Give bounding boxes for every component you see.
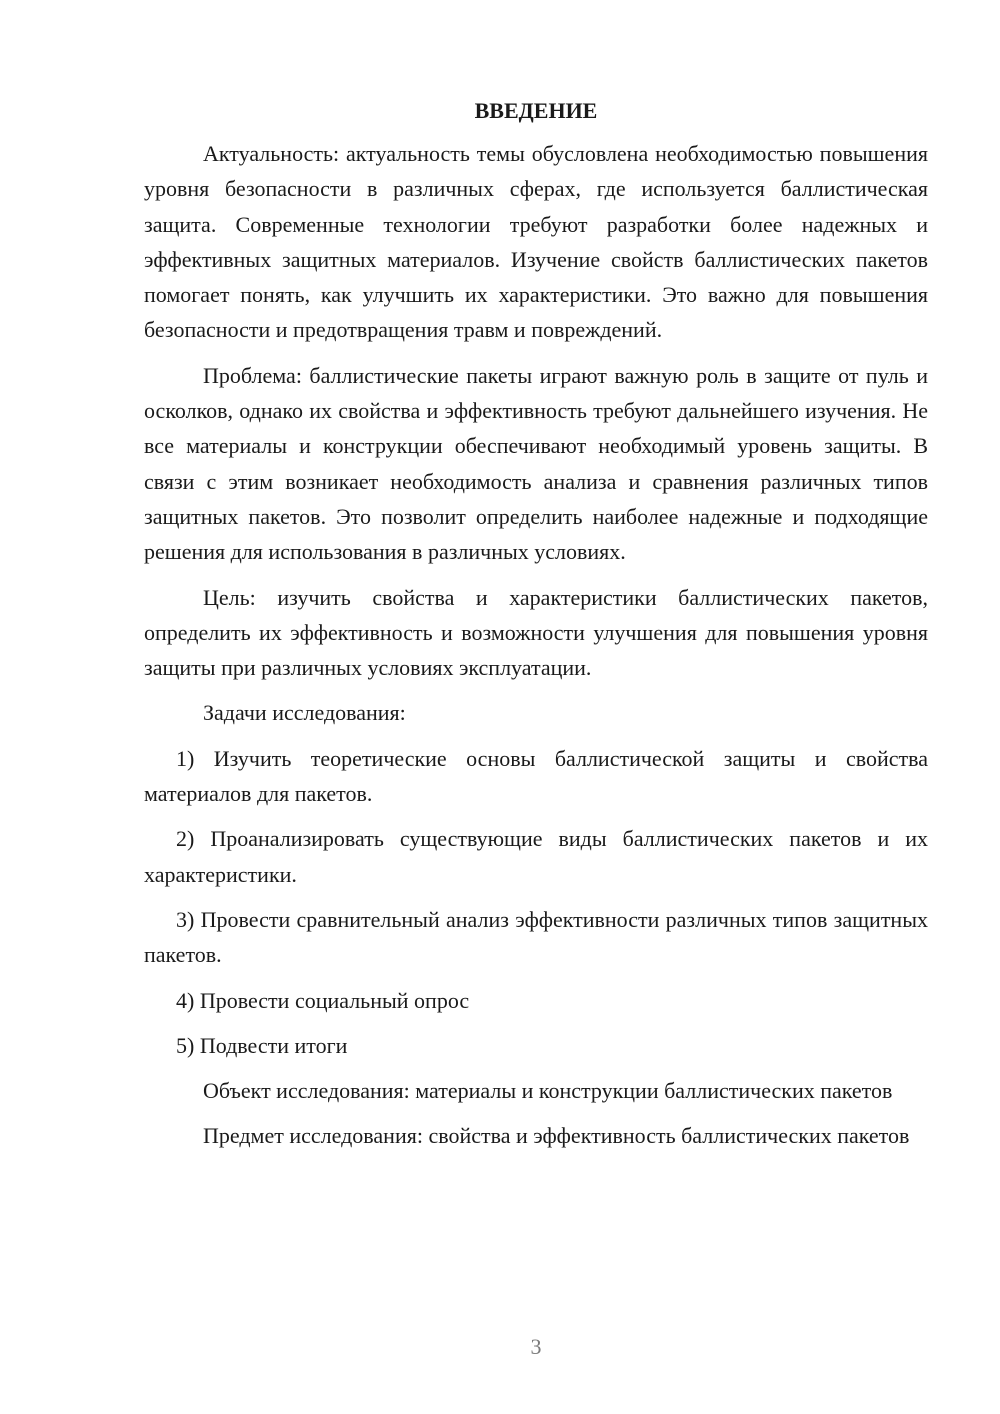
task-item-5: 5) Подвести итоги: [176, 1032, 348, 1058]
goal-paragraph: Цель: изучить свойства и характеристики баллистических пакетов, определить их эффективность и возможности улучшения для повышения уровня защиты при различных условиях эксплуатации.: [144, 584, 928, 681]
task-item-3: 3) Провести сравнительный анализ эффективности различных типов защитных пакетов.: [144, 906, 928, 968]
relevance-paragraph: Актуальность: актуальность темы обусловлена необходимостью повышения уровня безопасности в различных сферах, где используется баллистическая защита. Современные технологии требуют разработки более надежных и эффективных защитных материалов. Изучение свойств баллистических пакетов помогает понять, как улучшить их характеристики. Это важно для повышения безопасности и предотвращения травм и повреждений.: [144, 141, 928, 343]
research-subject-paragraph: Предмет исследования: свойства и эффективность баллистических пакетов: [203, 1123, 910, 1149]
page-content: [144, 96, 928, 1164]
task-item-2: 2) Проанализировать существующие виды баллистических пакетов и их характеристики.: [144, 826, 928, 887]
problem-paragraph: Проблема: баллистические пакеты играют важную роль в защите от пуль и осколков, однако их свойства и эффективность требуют дальнейшего изучения. Не все материалы и конструкции обеспечивают необходимый уровень защиты. В связи с этим возникает необходимость анализа и сравнения различных типов защитных пакетов. Это позволит определить наиболее надежные и подходящие решения для использования в различных условиях.: [144, 362, 928, 565]
research-object-paragraph: Объект исследования: материалы и конструкции баллистических пакетов: [203, 1078, 893, 1104]
tasks-heading: Задачи исследования:: [203, 700, 406, 726]
page-number: 3: [530, 1334, 542, 1359]
section-title: ВВЕДЕНИЕ: [474, 98, 598, 123]
task-item-1: 1) Изучить теоретические основы баллистической защиты и свойства материалов для пакетов.: [144, 745, 928, 807]
task-item-4: 4) Провести социальный опрос: [176, 987, 470, 1013]
